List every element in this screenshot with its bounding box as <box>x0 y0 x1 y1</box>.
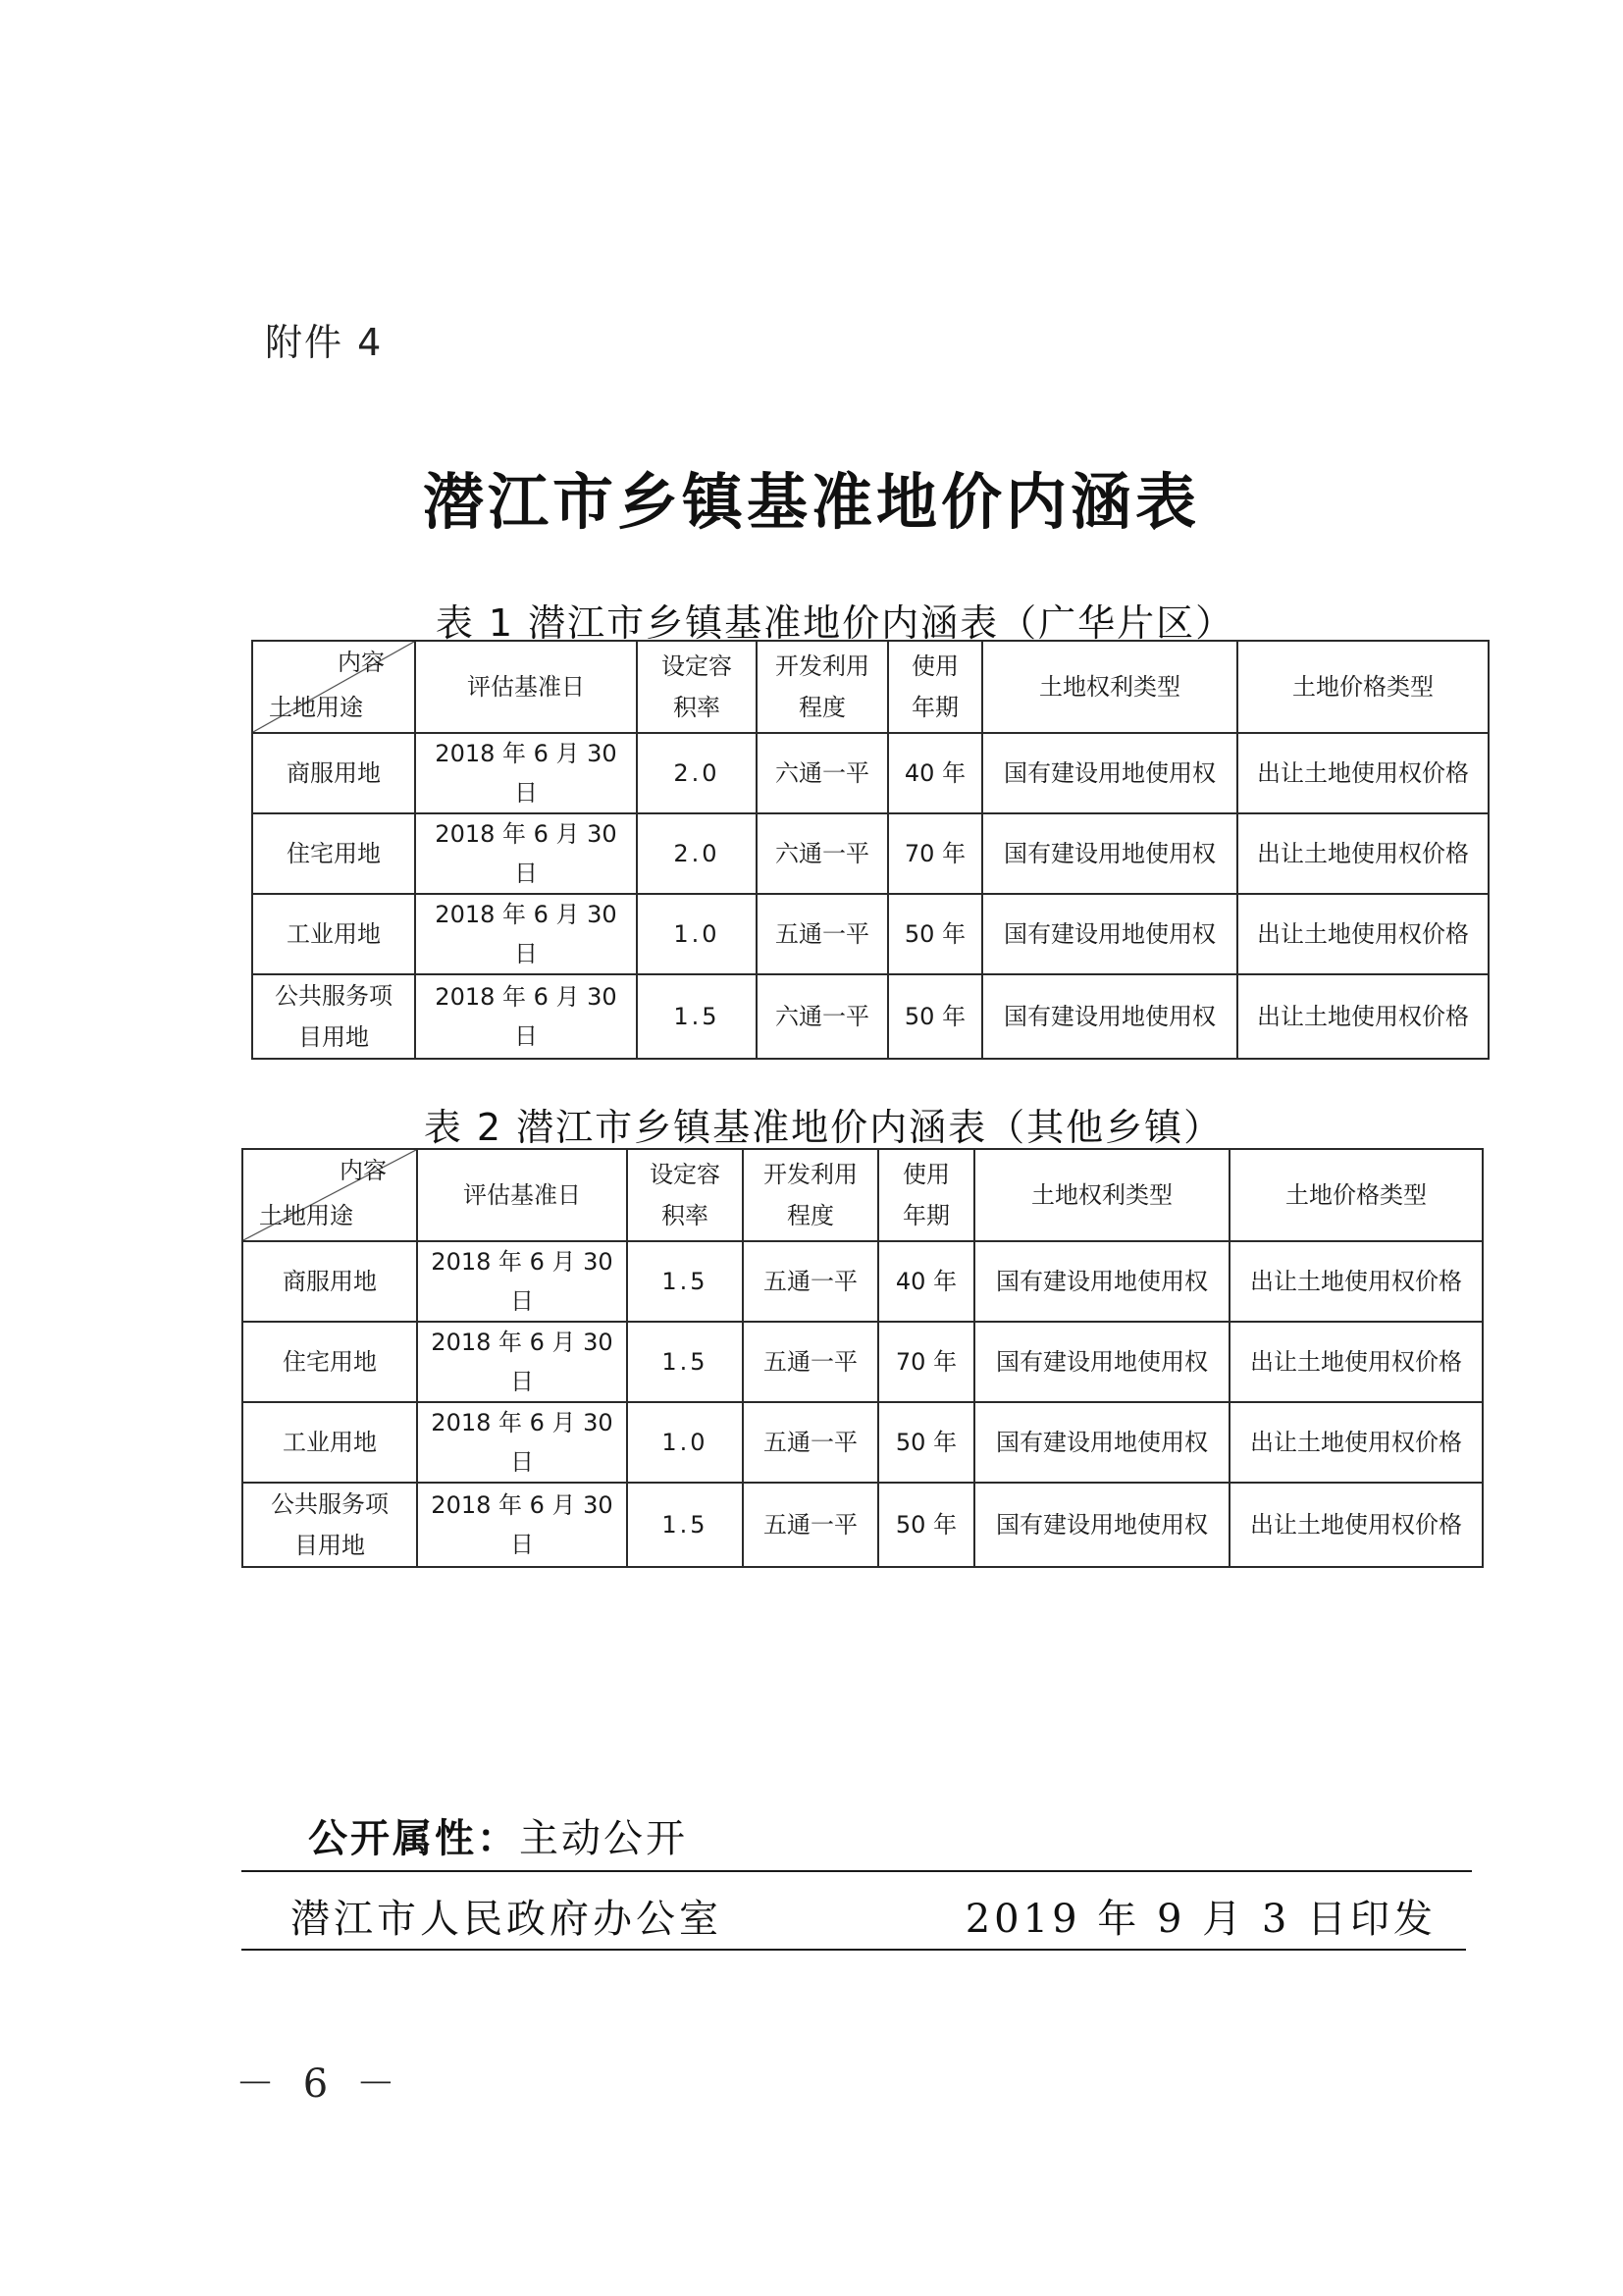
price-type-cell: 出让土地使用权价格 <box>1237 813 1489 894</box>
header-land-use-label: 土地用途 <box>269 694 363 721</box>
issuer-line <box>241 1888 1472 1944</box>
valuation-date-cell: 2018 年 6 月 30 日 <box>415 733 637 813</box>
table-2-caption: 表 2 潜江市乡镇基准地价内涵表（其他乡镇） <box>423 1106 1224 1149</box>
header-price-type: 土地价格类型 <box>1230 1149 1483 1241</box>
table-row <box>242 1483 1483 1567</box>
land-price-table-2 <box>241 1148 1484 1568</box>
page-number: － 6 － <box>236 2061 403 2107</box>
right-type-cell: 国有建设用地使用权 <box>982 813 1237 894</box>
price-type-cell: 出让土地使用权价格 <box>1230 1241 1483 1322</box>
price-type-cell: 出让土地使用权价格 <box>1237 894 1489 974</box>
header-term: 使用 年期 <box>878 1149 974 1241</box>
dev-level-cell: 五通一平 <box>743 1322 878 1402</box>
dev-level-cell: 五通一平 <box>743 1241 878 1322</box>
far-cell: 1.5 <box>637 974 757 1059</box>
dev-level-cell: 六通一平 <box>757 813 888 894</box>
footer-divider <box>241 1949 1466 1951</box>
dev-level-cell: 五通一平 <box>743 1402 878 1483</box>
table-row <box>242 1402 1483 1483</box>
right-type-cell: 国有建设用地使用权 <box>974 1241 1230 1322</box>
diagonal-header-cell <box>242 1149 417 1241</box>
land-price-table-1 <box>251 640 1490 1060</box>
dev-level-cell: 六通一平 <box>757 974 888 1059</box>
far-cell: 1.0 <box>637 894 757 974</box>
valuation-date-cell: 2018 年 6 月 30 日 <box>415 894 637 974</box>
price-type-cell: 出让土地使用权价格 <box>1230 1322 1483 1402</box>
disclosure-line <box>241 1807 1472 1863</box>
dev-level-cell: 五通一平 <box>743 1483 878 1567</box>
far-cell: 2.0 <box>637 813 757 894</box>
land-use-cell: 商服用地 <box>242 1241 417 1322</box>
far-cell: 2.0 <box>637 733 757 813</box>
table-row <box>252 733 1489 813</box>
header-term: 使用 年期 <box>888 641 982 733</box>
term-cell: 50 年 <box>878 1483 974 1567</box>
term-cell: 70 年 <box>888 813 982 894</box>
far-cell: 1.5 <box>627 1483 743 1567</box>
dev-level-cell: 五通一平 <box>757 894 888 974</box>
table-row <box>252 974 1489 1059</box>
far-cell: 1.0 <box>627 1402 743 1483</box>
footer-divider <box>241 1870 1472 1872</box>
right-type-cell: 国有建设用地使用权 <box>974 1402 1230 1483</box>
header-far: 设定容 积率 <box>637 641 757 733</box>
attachment-label: 附件 4 <box>265 321 384 364</box>
header-right-type: 土地权利类型 <box>974 1149 1230 1241</box>
land-use-cell: 公共服务项 目用地 <box>242 1483 417 1567</box>
price-type-cell: 出让土地使用权价格 <box>1237 974 1489 1059</box>
land-use-cell: 商服用地 <box>252 733 415 813</box>
table-header-row <box>242 1149 1483 1241</box>
issue-date: 2019 年 9 月 3 日印发 <box>965 1897 1437 1942</box>
right-type-cell: 国有建设用地使用权 <box>974 1322 1230 1402</box>
valuation-date-cell: 2018 年 6 月 30 日 <box>417 1322 627 1402</box>
valuation-date-cell: 2018 年 6 月 30 日 <box>417 1483 627 1567</box>
header-dev-level: 开发利用 程度 <box>743 1149 878 1241</box>
table-1-caption: 表 1 潜江市乡镇基准地价内涵表（广华片区） <box>435 601 1235 645</box>
page-title: 潜江市乡镇基准地价内涵表 <box>422 466 1200 538</box>
header-far: 设定容 积率 <box>627 1149 743 1241</box>
land-use-cell: 工业用地 <box>252 894 415 974</box>
right-type-cell: 国有建设用地使用权 <box>982 733 1237 813</box>
header-valuation-date: 评估基准日 <box>417 1149 627 1241</box>
right-type-cell: 国有建设用地使用权 <box>982 974 1237 1059</box>
header-land-use-label: 土地用途 <box>259 1202 353 1229</box>
table-header-row <box>252 641 1489 733</box>
disclosure-label: 公开属性： <box>308 1815 519 1861</box>
header-content-label: 内容 <box>340 1157 387 1184</box>
term-cell: 50 年 <box>878 1402 974 1483</box>
land-use-cell: 工业用地 <box>242 1402 417 1483</box>
land-use-cell: 住宅用地 <box>252 813 415 894</box>
term-cell: 50 年 <box>888 974 982 1059</box>
price-type-cell: 出让土地使用权价格 <box>1230 1483 1483 1567</box>
header-dev-level: 开发利用 程度 <box>757 641 888 733</box>
term-cell: 40 年 <box>878 1241 974 1322</box>
right-type-cell: 国有建设用地使用权 <box>982 894 1237 974</box>
valuation-date-cell: 2018 年 6 月 30 日 <box>417 1402 627 1483</box>
table-row <box>252 894 1489 974</box>
price-type-cell: 出让土地使用权价格 <box>1237 733 1489 813</box>
issuer-name: 潜江市人民政府办公室 <box>290 1897 722 1942</box>
valuation-date-cell: 2018 年 6 月 30 日 <box>415 974 637 1059</box>
header-content-label: 内容 <box>338 649 385 676</box>
header-right-type: 土地权利类型 <box>982 641 1237 733</box>
table-row <box>252 813 1489 894</box>
land-use-cell: 公共服务项 目用地 <box>252 974 415 1059</box>
term-cell: 50 年 <box>888 894 982 974</box>
table-row <box>242 1241 1483 1322</box>
far-cell: 1.5 <box>627 1322 743 1402</box>
land-use-cell: 住宅用地 <box>242 1322 417 1402</box>
term-cell: 70 年 <box>878 1322 974 1402</box>
price-type-cell: 出让土地使用权价格 <box>1230 1402 1483 1483</box>
far-cell: 1.5 <box>627 1241 743 1322</box>
table-row <box>242 1322 1483 1402</box>
header-price-type: 土地价格类型 <box>1237 641 1489 733</box>
valuation-date-cell: 2018 年 6 月 30 日 <box>415 813 637 894</box>
term-cell: 40 年 <box>888 733 982 813</box>
right-type-cell: 国有建设用地使用权 <box>974 1483 1230 1567</box>
header-valuation-date: 评估基准日 <box>415 641 637 733</box>
disclosure-value: 主动公开 <box>519 1816 688 1861</box>
dev-level-cell: 六通一平 <box>757 733 888 813</box>
diagonal-header-cell <box>252 641 415 733</box>
valuation-date-cell: 2018 年 6 月 30 日 <box>417 1241 627 1322</box>
